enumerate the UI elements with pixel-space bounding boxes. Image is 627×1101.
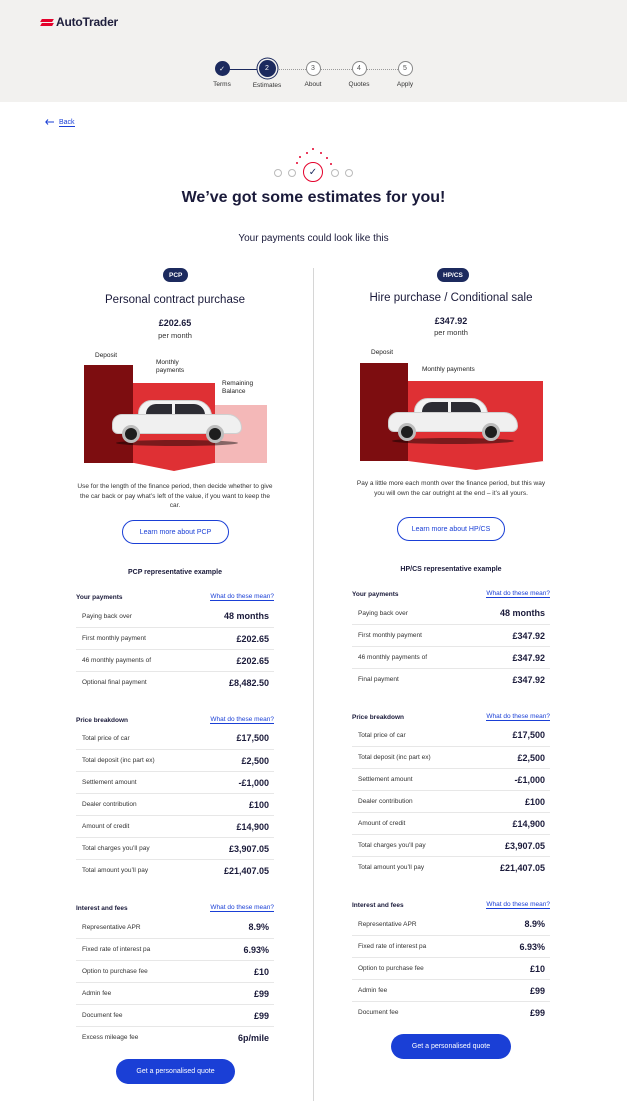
section-heading: Interest and fees [352, 901, 404, 909]
row-value: £100 [248, 799, 269, 810]
what-do-these-mean-link[interactable]: What do these mean? [486, 901, 550, 908]
pcp-rep-example-title: PCP representative example [127, 569, 223, 576]
table-row [352, 812, 550, 834]
row-value: £99 [253, 1010, 269, 1021]
what-do-these-mean-link[interactable]: What do these mean? [210, 716, 274, 723]
row-value: -£1,000 [514, 774, 545, 785]
hp-description: Pay a little more each month over the finance period, but this way you will own the car outright at the end – it’s all yours. [356, 480, 546, 497]
table-row [352, 602, 550, 624]
what-do-these-mean-link[interactable]: What do these mean? [486, 590, 550, 597]
confetti-icon [320, 152, 322, 154]
step-label: Estimates [252, 82, 282, 89]
row-label: First monthly payment [358, 632, 422, 639]
row-value: £14,900 [512, 818, 545, 829]
table-row [76, 605, 274, 627]
hp-fees-table [352, 913, 550, 1023]
step-label: Terms [213, 81, 231, 88]
table-row [352, 957, 550, 979]
hp-title: Hire purchase / Conditional sale [369, 292, 533, 304]
row-label: Total charges you’ll pay [82, 845, 150, 852]
progress-stepper [200, 60, 430, 92]
table-row [352, 768, 550, 790]
row-value: £2,500 [241, 755, 269, 766]
hp-monthly-price: £347.92 [434, 316, 468, 326]
table-row [352, 624, 550, 646]
row-label: Total amount you’ll pay [82, 867, 149, 874]
pcp-description: Use for the length of the finance period, then decide whether to give the car back or pay what’s left of the value, if you want to keep the car. [77, 483, 273, 509]
row-value: £99 [529, 985, 545, 996]
pointer-arrow-icon [134, 463, 214, 471]
row-label: Total deposit (inc part ex) [358, 754, 431, 761]
pcp-title: Personal contract purchase [105, 294, 245, 306]
confetti-icon [306, 152, 308, 154]
step-terms[interactable] [200, 60, 244, 88]
row-value: £2,500 [517, 752, 545, 763]
pcp-breakdown-table [76, 727, 274, 881]
what-do-these-mean-link[interactable]: What do these mean? [210, 904, 274, 911]
confetti-icon [299, 156, 301, 158]
autotrader-logo-icon [41, 18, 54, 27]
row-label: Document fee [358, 1009, 399, 1016]
confetti-icon [296, 162, 298, 164]
what-do-these-mean-link[interactable]: What do these mean? [486, 713, 550, 720]
row-label: Option to purchase fee [82, 968, 148, 975]
row-label: Settlement amount [358, 776, 413, 783]
table-row [76, 859, 274, 881]
table-row [76, 793, 274, 815]
step-apply [383, 60, 427, 88]
page-subtitle: Your payments could look like this [238, 233, 389, 244]
step-estimates[interactable] [245, 60, 289, 89]
hp-breakdown-header [352, 713, 550, 721]
table-row [352, 724, 550, 746]
confetti-icon [330, 163, 332, 165]
table-row [76, 771, 274, 793]
hp-payments-header [352, 590, 550, 598]
table-row [76, 837, 274, 859]
logo-text: AutoTrader [56, 15, 119, 29]
section-heading: Interest and fees [76, 904, 128, 912]
back-label: Back [59, 119, 75, 126]
row-value: £8,482.50 [228, 677, 269, 688]
confetti-icon [326, 157, 328, 159]
progress-dot-icon [331, 169, 339, 177]
success-check-icon: ✓ [303, 162, 323, 182]
hp-per-month: per month [434, 328, 468, 337]
deposit-label: Deposit [371, 349, 394, 356]
table-row [76, 749, 274, 771]
table-row [352, 856, 550, 878]
row-label: 46 monthly payments of [358, 654, 428, 661]
what-do-these-mean-link[interactable]: What do these mean? [210, 593, 274, 600]
table-row [352, 646, 550, 668]
top-header [0, 0, 627, 102]
pcp-badge: PCP [163, 268, 188, 282]
table-row [76, 982, 274, 1004]
pcp-payments-header [76, 593, 274, 601]
row-label: Paying back over [358, 609, 408, 617]
step-label: About [304, 81, 322, 88]
hp-breakdown-table [352, 724, 550, 878]
row-label: Admin fee [358, 987, 388, 994]
pcp-fees-table [76, 916, 274, 1048]
step-quotes [337, 60, 381, 88]
row-value: 48 months [223, 611, 269, 621]
row-label: Admin fee [82, 990, 112, 997]
table-row [76, 671, 274, 693]
row-value: £10 [253, 966, 269, 977]
row-label: Dealer contribution [82, 801, 137, 808]
pcp-get-quote-button[interactable]: Get a personalised quote [116, 1059, 235, 1084]
learn-more-pcp-button[interactable]: Learn more about PCP [122, 520, 229, 544]
row-value: 6.93% [243, 944, 269, 955]
monthly-payments-label: Monthly payments [422, 366, 475, 373]
row-label: Amount of credit [358, 820, 406, 827]
table-row [352, 746, 550, 768]
row-value: £17,500 [512, 730, 545, 740]
section-heading: Your payments [76, 593, 123, 601]
deposit-label: Deposit [95, 352, 118, 359]
row-label: Total amount you’ll pay [358, 864, 425, 871]
table-row [76, 1026, 274, 1048]
row-label: Total price of car [358, 731, 406, 739]
car-image [112, 394, 242, 446]
learn-more-hp-button[interactable]: Learn more about HP/CS [397, 517, 505, 541]
table-row [352, 790, 550, 812]
row-value: £3,907.05 [504, 840, 545, 851]
row-label: Dealer contribution [358, 798, 413, 805]
check-icon: ✓ [215, 61, 230, 76]
row-value: £347.92 [512, 652, 545, 663]
row-value: £347.92 [512, 630, 545, 641]
row-value: £17,500 [236, 733, 269, 743]
section-heading: Price breakdown [76, 716, 129, 724]
table-row [76, 1004, 274, 1026]
row-label: Final payment [358, 676, 399, 683]
row-label: Excess mileage fee [82, 1034, 139, 1041]
section-heading: Price breakdown [352, 713, 405, 721]
row-value: 6p/mile [237, 1032, 269, 1043]
row-value: £347.92 [512, 674, 545, 685]
monthly-payments-label: Monthly payments [156, 359, 185, 374]
row-label: Representative APR [358, 920, 417, 928]
row-label: Fixed rate of interest pa [358, 943, 427, 950]
car-image [388, 392, 518, 444]
step-number: 4 [352, 61, 367, 76]
table-row [352, 979, 550, 1001]
hp-fees-header [352, 901, 550, 909]
section-heading: Your payments [352, 590, 399, 598]
row-value: £100 [524, 796, 545, 807]
row-value: 6.93% [519, 941, 545, 952]
table-row [352, 834, 550, 856]
row-value: 48 months [499, 608, 545, 618]
step-number: 5 [398, 61, 413, 76]
table-row [352, 668, 550, 690]
row-value: 8.9% [248, 922, 269, 932]
page-title: We’ve got some estimates for you! [181, 189, 446, 206]
arrow-left-icon [45, 119, 54, 127]
step-about [291, 60, 335, 88]
table-row [352, 935, 550, 957]
row-value: £14,900 [236, 821, 269, 832]
pcp-fees-header [76, 904, 274, 912]
column-divider [313, 268, 314, 1101]
table-row [352, 913, 550, 935]
step-label: Quotes [348, 81, 370, 88]
row-label: Settlement amount [82, 779, 137, 786]
step-number: 2 [259, 60, 276, 77]
remaining-balance-label: Remaining Balance [222, 380, 254, 395]
progress-dot-icon [274, 169, 282, 177]
table-row [76, 727, 274, 749]
table-row [76, 938, 274, 960]
row-label: Representative APR [82, 923, 141, 931]
autotrader-logo[interactable] [41, 15, 118, 29]
pointer-arrow-icon [408, 461, 544, 470]
row-label: First monthly payment [82, 635, 146, 642]
row-label: Option to purchase fee [358, 965, 424, 972]
step-number: 3 [306, 61, 321, 76]
row-label: 46 monthly payments of [82, 657, 152, 664]
row-value: £3,907.05 [228, 843, 269, 854]
table-row [76, 960, 274, 982]
hp-badge: HP/CS [437, 268, 469, 282]
pcp-monthly-price: £202.65 [158, 318, 192, 328]
pcp-breakdown-header [76, 716, 274, 724]
row-value: £99 [529, 1007, 545, 1018]
row-value: £202.65 [236, 655, 269, 666]
pcp-per-month: per month [158, 331, 192, 340]
hp-payments-table [352, 602, 550, 690]
back-link[interactable] [45, 119, 75, 127]
row-value: £99 [253, 988, 269, 999]
row-value: £202.65 [236, 633, 269, 644]
row-label: Document fee [82, 1012, 123, 1019]
row-label: Optional final payment [82, 679, 147, 686]
table-row [76, 649, 274, 671]
table-row [352, 1001, 550, 1023]
pcp-payments-table [76, 605, 274, 693]
progress-dot-icon [345, 169, 353, 177]
row-label: Paying back over [82, 612, 132, 620]
row-label: Total price of car [82, 734, 130, 742]
step-label: Apply [396, 81, 414, 88]
table-row [76, 815, 274, 837]
table-row [76, 627, 274, 649]
row-label: Total deposit (inc part ex) [82, 757, 155, 764]
hp-get-quote-button[interactable]: Get a personalised quote [391, 1034, 511, 1059]
confetti-icon [312, 148, 314, 150]
table-row [76, 916, 274, 938]
success-graphic [268, 148, 358, 188]
row-label: Amount of credit [82, 823, 130, 830]
row-value: £21,407.05 [499, 862, 545, 873]
row-label: Total charges you’ll pay [358, 842, 426, 849]
hp-rep-example-title: HP/CS representative example [400, 566, 502, 573]
row-value: £21,407.05 [223, 865, 269, 876]
progress-dot-icon [288, 169, 296, 177]
row-value: 8.9% [524, 919, 545, 929]
row-value: £10 [529, 963, 545, 974]
row-value: -£1,000 [238, 777, 269, 788]
row-label: Fixed rate of interest pa [82, 946, 151, 953]
